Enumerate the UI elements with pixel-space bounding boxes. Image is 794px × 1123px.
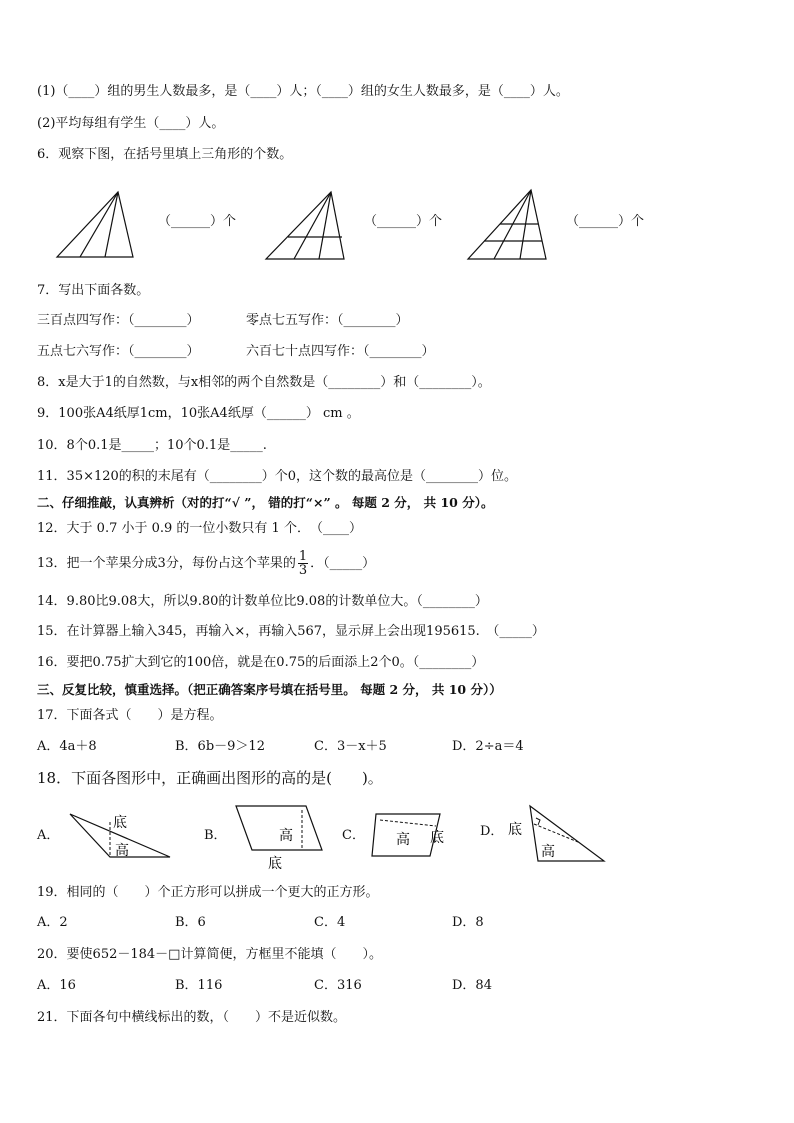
q7-item-3: 五点七六写作：（________） <box>37 344 200 359</box>
q18-b-base-label: 底 <box>268 856 282 872</box>
q17-option-b[interactable]: B．6b－9＞12 <box>175 739 265 754</box>
q13-before: 13．把一个苹果分成3分，每份占这个苹果的 <box>37 556 296 571</box>
q8-text: 8．x是大于1的自然数，与x相邻的两个自然数是（________）和（________）。 <box>37 375 491 390</box>
q6-triangle-1 <box>55 190 135 260</box>
section-3-heading: 三、反复比较，慎重选择。（把正确答案序号填在括号里。 每题 2 分， 共 10 分）） <box>37 682 502 697</box>
q13-denominator: 3 <box>298 563 308 578</box>
q20-option-a[interactable]: A．16 <box>37 978 76 993</box>
q18-figure-c <box>370 810 456 862</box>
q7-item-4: 六百七十点四写作：（________） <box>246 344 435 359</box>
section-2-heading: 二、仔细推敲，认真辨析（对的打“√ ”， 错的打“×” 。 每题 2 分， 共 10 分）。 <box>37 495 494 510</box>
q18-figure-a <box>68 810 174 862</box>
q19-option-b[interactable]: B．6 <box>175 915 206 930</box>
q15-text: 15．在计算器上输入345，再输入×，再输入567，显示屏上会出现195615. （_____） <box>37 624 545 639</box>
q18-d-base-label: 底 <box>508 822 522 838</box>
q17-option-c[interactable]: C．3－x＋5 <box>314 739 387 754</box>
q13-fraction <box>298 550 308 577</box>
q20-option-b[interactable]: B．116 <box>175 978 223 993</box>
q18-option-a[interactable]: A． <box>37 828 60 843</box>
q13-after: ．（_____） <box>310 556 376 571</box>
q12-text: 12．大于 0.7 小于 0.9 的一位小数只有 1 个． （____） <box>37 521 362 536</box>
q17-option-a[interactable]: A．4a＋8 <box>37 739 97 754</box>
q10-text: 10．8个0.1是_____；10个0.1是_____. <box>37 438 267 453</box>
q20-text: 20．要使652－184－□计算简便，方框里不能填（ ）。 <box>37 947 382 962</box>
q18-c-base-label: 底 <box>430 830 444 846</box>
q9-text: 9．100张A4纸厚1cm，10张A4纸厚（______） cm 。 <box>37 406 360 421</box>
q6-blank-1[interactable]: （______）个 <box>158 214 237 229</box>
q19-option-c[interactable]: C．4 <box>314 915 346 930</box>
q20-option-c[interactable]: C．316 <box>314 978 362 993</box>
q13-text <box>37 550 375 577</box>
q6-blank-2[interactable]: （______）个 <box>364 214 443 229</box>
q6-triangle-2 <box>264 190 346 262</box>
q18-option-c[interactable]: C． <box>342 828 365 843</box>
q21-text: 21．下面各句中横线标出的数，（ ）不是近似数。 <box>37 1010 347 1025</box>
q14-text: 14．9.80比9.08大，所以9.80的计数单位比9.08的计数单位大。（________） <box>37 594 488 609</box>
q6-blank-3[interactable]: （______）个 <box>566 214 645 229</box>
q16-text: 16．要把0.75扩大到它的100倍，就是在0.75的后面添上2个0。（________） <box>37 655 485 670</box>
q17-text: 17．下面各式（ ）是方程。 <box>37 708 223 723</box>
q18-text: 18．下面各图形中，正确画出图形的高的是( )。 <box>37 769 383 787</box>
q13-numerator: 1 <box>298 549 308 564</box>
q18-figure-d <box>506 804 606 864</box>
q18-b-height-label: 高 <box>279 828 293 844</box>
q17-option-d[interactable]: D．2÷a＝4 <box>452 739 524 754</box>
q6-triangle-3 <box>466 188 548 262</box>
q5-sub2: (2)平均每组有学生（____）人。 <box>37 116 225 131</box>
q6-text: 6．观察下图，在括号里填上三角形的个数。 <box>37 147 293 162</box>
q11-text: 11．35×120的积的末尾有（________）个0，这个数的最高位是（________）位。 <box>37 469 518 484</box>
q19-text: 19．相同的（ ）个正方形可以拼成一个更大的正方形。 <box>37 885 379 900</box>
q19-option-a[interactable]: A．2 <box>37 915 68 930</box>
q18-a-base-label: 底 <box>113 815 127 831</box>
q18-d-height-label: 高 <box>541 844 555 860</box>
q7-item-2: 零点七五写作：（________） <box>246 313 409 328</box>
q18-option-d[interactable]: D． <box>480 824 504 839</box>
q5-sub1: (1)（____）组的男生人数最多，是（____）人；（____）组的女生人数最多，是（____）人。 <box>37 84 569 99</box>
q18-c-height-label: 高 <box>396 832 410 848</box>
q18-a-height-label: 高 <box>115 843 129 859</box>
q20-option-d[interactable]: D．84 <box>452 978 492 993</box>
q7-item-1: 三百点四写作：（________） <box>37 313 200 328</box>
q18-option-b[interactable]: B． <box>204 828 227 843</box>
q18-figure-b <box>232 804 326 872</box>
q19-option-d[interactable]: D．8 <box>452 915 484 930</box>
q7-text: 7．写出下面各数。 <box>37 283 150 298</box>
